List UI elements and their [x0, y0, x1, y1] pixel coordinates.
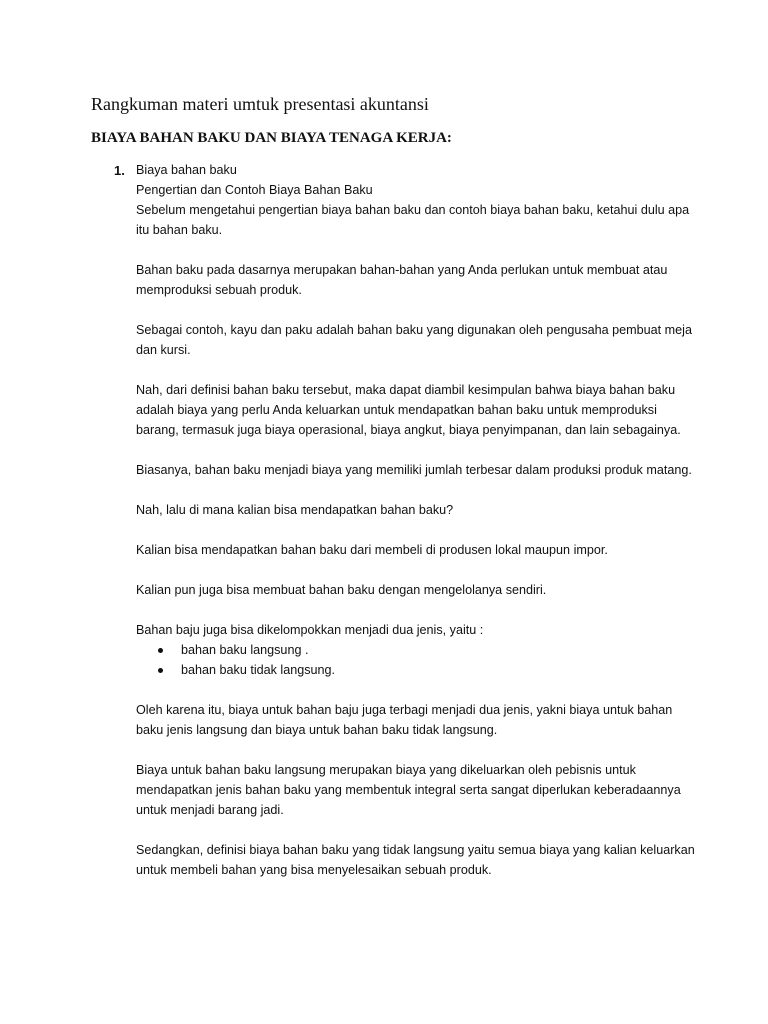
bullet-icon [158, 668, 163, 673]
paragraph: Sebagai contoh, kayu dan paku adalah bahan baku yang digunakan oleh pengusaha pembuat meja dan kursi. [136, 323, 692, 357]
paragraph: Biasanya, bahan baku menjadi biaya yang memiliki jumlah terbesar dalam produksi produk matang. [136, 463, 692, 477]
document-title: Rangkuman materi umtuk presentasi akuntansi [91, 94, 429, 114]
paragraph: Oleh karena itu, biaya untuk bahan baju juga terbagi menjadi dua jenis, yakni biaya untuk bahan baku jenis langsung dan biaya untuk bahan baku tidak langsung. [136, 703, 673, 737]
bullet-item [136, 660, 696, 680]
paragraph: Kalian pun juga bisa membuat bahan baku dengan mengelolanya sendiri. [136, 583, 547, 597]
paragraph: Nah, lalu di mana kalian bisa mendapatkan bahan baku? [136, 503, 454, 517]
paragraph: Biaya untuk bahan baku langsung merupakan biaya yang dikeluarkan oleh pebisnis untuk mendapatkan jenis bahan baku yang membentuk integral serta sangat diperlukan keberadaannya untuk menjadi barang jadi. [136, 763, 681, 817]
paragraph: Nah, dari definisi bahan baku tersebut, maka dapat diambil kesimpulan bahwa biaya bahan baku adalah biaya yang perlu Anda keluarkan untuk mendapatkan bahan baku untuk memproduksi barang, termasuk juga biaya operasional, biaya angkut, biaya penyimpanan, dan lain sebagainya. [136, 383, 681, 437]
item-title: Biaya bahan baku [136, 163, 237, 177]
bullet-text: bahan baku langsung . [181, 643, 309, 657]
bullet-list [136, 640, 696, 680]
paragraph: Bahan baju juga bisa dikelompokkan menjadi dua jenis, yaitu : [136, 623, 484, 637]
bullet-icon [158, 648, 163, 653]
paragraph: Kalian bisa mendapatkan bahan baku dari membeli di produsen lokal maupun impor. [136, 543, 608, 557]
list-number: 1. [114, 163, 125, 178]
section-heading: BIAYA BAHAN BAKU DAN BIAYA TENAGA KERJA: [91, 130, 452, 146]
bullet-item [136, 640, 696, 660]
paragraph: Sebelum mengetahui pengertian biaya bahan baku dan contoh biaya bahan baku, ketahui dulu apa itu bahan baku. [136, 203, 690, 237]
paragraph: Sedangkan, definisi biaya bahan baku yang tidak langsung yaitu semua biaya yang kalian keluarkan untuk membeli bahan yang bisa menyelesaikan sebuah produk. [136, 843, 695, 877]
document-body [136, 160, 696, 900]
paragraph: Bahan baku pada dasarnya merupakan bahan-bahan yang Anda perlukan untuk membuat atau memproduksi sebuah produk. [136, 263, 668, 297]
item-subtitle: Pengertian dan Contoh Biaya Bahan Baku [136, 183, 373, 197]
bullet-text: bahan baku tidak langsung. [181, 663, 336, 677]
